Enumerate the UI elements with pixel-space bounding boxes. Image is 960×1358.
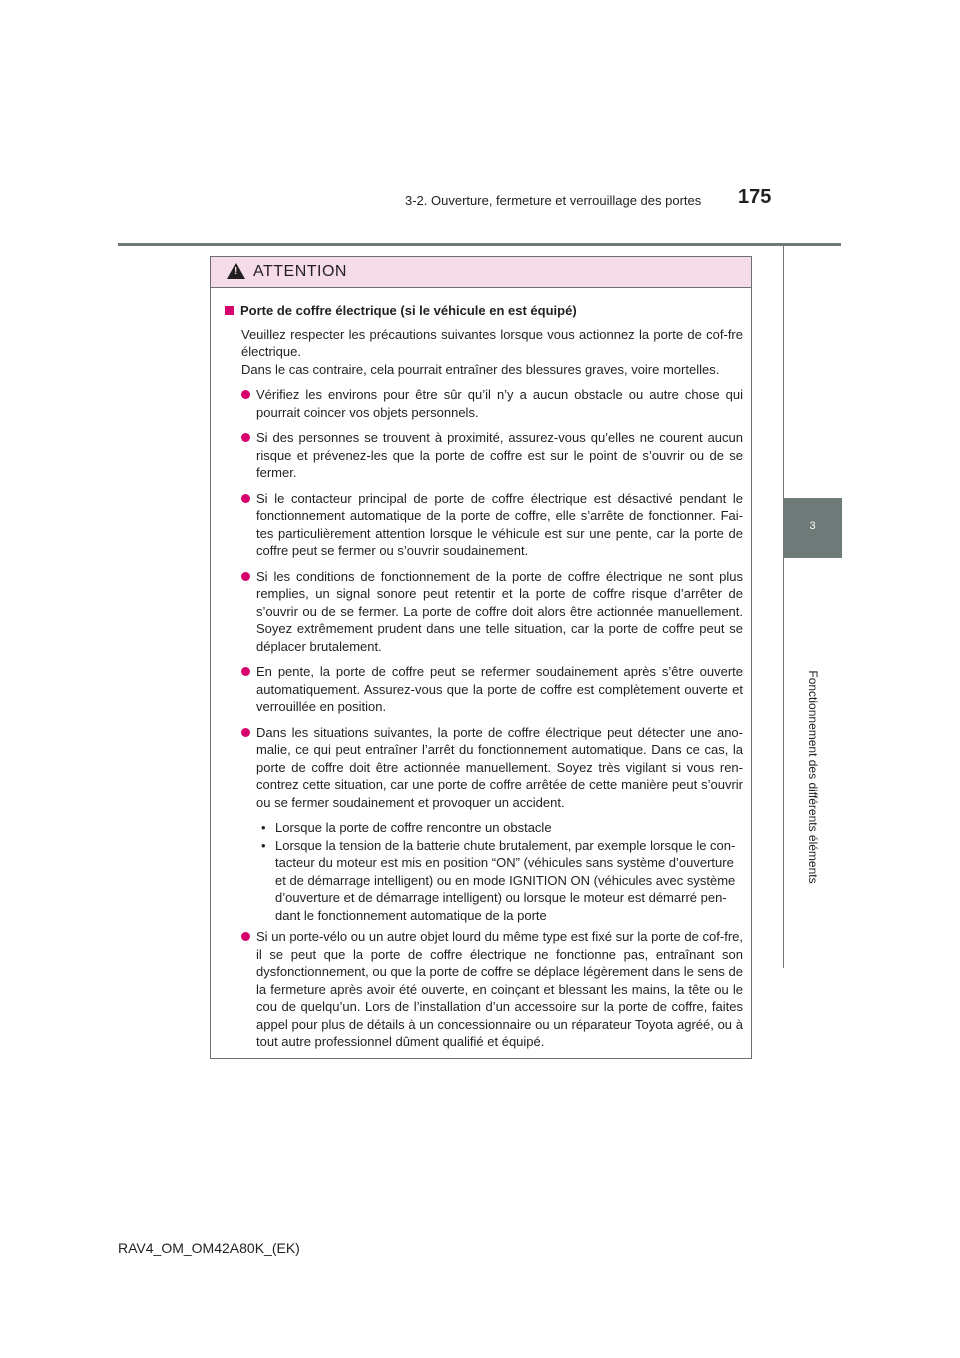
document-code: RAV4_OM_OM42A80K_(EK) bbox=[118, 1240, 300, 1256]
bullet-dot-icon bbox=[241, 390, 250, 399]
list-item bbox=[241, 386, 743, 421]
chapter-tab bbox=[783, 498, 842, 558]
chapter-label: Fonctionnement des différents éléments bbox=[806, 670, 820, 884]
warning-section-title bbox=[225, 302, 743, 320]
section-header-title: 3-2. Ouverture, fermeture et verrouillage des portes bbox=[405, 193, 702, 208]
chapter-number: 3 bbox=[809, 520, 816, 532]
bullet-dot-icon bbox=[241, 932, 250, 941]
warning-intro-line-2: Dans le cas contraire, cela pourrait entraîner des blessures graves, voire mortelles. bbox=[241, 361, 720, 377]
bullet-dot-icon bbox=[241, 728, 250, 737]
sub-list-item-text: Lorsque la porte de coffre rencontre un obstacle bbox=[275, 820, 552, 835]
list-item bbox=[241, 490, 743, 560]
bullet-dot-icon bbox=[241, 494, 250, 503]
page-number: 175 bbox=[738, 186, 772, 208]
list-item bbox=[241, 724, 743, 812]
warning-content bbox=[211, 288, 751, 1051]
sub-bullet: • bbox=[261, 820, 266, 835]
sub-list-item-text: Lorsque la tension de la batterie chute brutalement, par exemple lorsque le con-tacteur du moteur est mis en position “ON” (véhicules sans système d’ouverture et de démarrage intelligent) ou en mode IGNITION ON (véhicules avec système d’ouverture et de démarrage intelligent) ou lorsque le moteur est démarré pen-dant le fonctionnement automatique de la porte bbox=[275, 837, 736, 923]
chapter-tab-strip bbox=[783, 558, 842, 968]
list-item bbox=[241, 663, 743, 716]
list-item-text: Vérifiez les environs pour être sûr qu’il n’y a aucun obstacle ou autre chose qui pourrait coincer vos objets personnels. bbox=[256, 387, 743, 420]
sub-list-item bbox=[261, 819, 743, 837]
list-item-text: En pente, la porte de coffre peut se refermer soudainement après s’être ouverte automatiquement. Assurez-vous que la porte de coffre est complètement ouverte et verrouillée en position. bbox=[256, 664, 743, 714]
list-item bbox=[241, 429, 743, 482]
list-item-text: Si le contacteur principal de porte de coffre électrique est désactivé pendant le fonctionnement automatique de la porte de coffre, elle s’arrête de fonctionner. Fai-tes particulièrement attention lorsque le véhicule est sur une pente, car la porte de coffre peut se fermer ou s’ouvrir soudainement. bbox=[256, 490, 743, 558]
list-item-text: Si un porte-vélo ou un autre objet lourd du même type est fixé sur la porte de cof-fre, il se peut que la porte de coffre électrique ne fonctionne pas, entraînant son dysfonctionnement, ou que la porte de coffre se déplace légèrement dans le sens de la fermeture après avoir été ouverte, en coinçant et blessant les mains, la tête ou le cou de quelqu’un. Lors de l’installation d’un accessoire sur la porte de coffre, faites appel pour plus de détails à un concessionnaire ou un réparateur Toyota agréé, ou à tout autre professionnel dûment qualifié et équipé. bbox=[256, 929, 743, 1049]
header-rule bbox=[118, 243, 841, 246]
warning-intro bbox=[241, 326, 743, 379]
warning-header bbox=[211, 257, 751, 288]
bullet-dot-icon bbox=[241, 667, 250, 676]
warning-triangle-icon bbox=[227, 263, 245, 279]
list-item-text: Dans les situations suivantes, la porte de coffre électrique peut détecter une ano-malie, ce qui peut entraîner l’arrêt du fonctionnement automatique. Dans ce cas, la porte de coffre doit être actionnée manuellement. Soyez très vigilant si vous ren-contrez cette situation, car une porte de coffre arrêtée de cette manière peut s’ouvrir ou se fermer soudainement et provoquer un accident. bbox=[256, 724, 743, 810]
warning-label: ATTENTION bbox=[253, 263, 347, 280]
square-bullet-icon bbox=[225, 306, 234, 315]
warning-box bbox=[210, 256, 752, 1059]
list-item-text: Si des personnes se trouvent à proximité, assurez-vous qu’elles ne courent aucun risque et prévenez-les que la porte de coffre est sur le point de s’ouvrir ou de se fermer. bbox=[256, 430, 743, 480]
sub-list-item bbox=[261, 837, 743, 925]
list-item bbox=[241, 568, 743, 656]
list-item-text: Si les conditions de fonctionnement de la porte de coffre électrique ne sont plus remplies, un signal sonore peut retentir et la porte de coffre risque d’arrêter de s’ouvrir ou de se fermer. La porte de coffre doit alors être actionnée manuellement. Soyez extrêmement prudent dans une telle situation, car la porte de coffre peut se déplacer brutalement. bbox=[256, 568, 743, 654]
sub-bullet: • bbox=[261, 837, 266, 853]
list-item bbox=[241, 928, 743, 1051]
warning-section-title-text: Porte de coffre électrique (si le véhicule en est équipé) bbox=[240, 303, 577, 318]
bullet-dot-icon bbox=[241, 433, 250, 442]
warning-intro-line-1: Veuillez respecter les précautions suivantes lorsque vous actionnez la porte de cof-fre électrique. bbox=[241, 326, 743, 359]
bullet-dot-icon bbox=[241, 572, 250, 581]
